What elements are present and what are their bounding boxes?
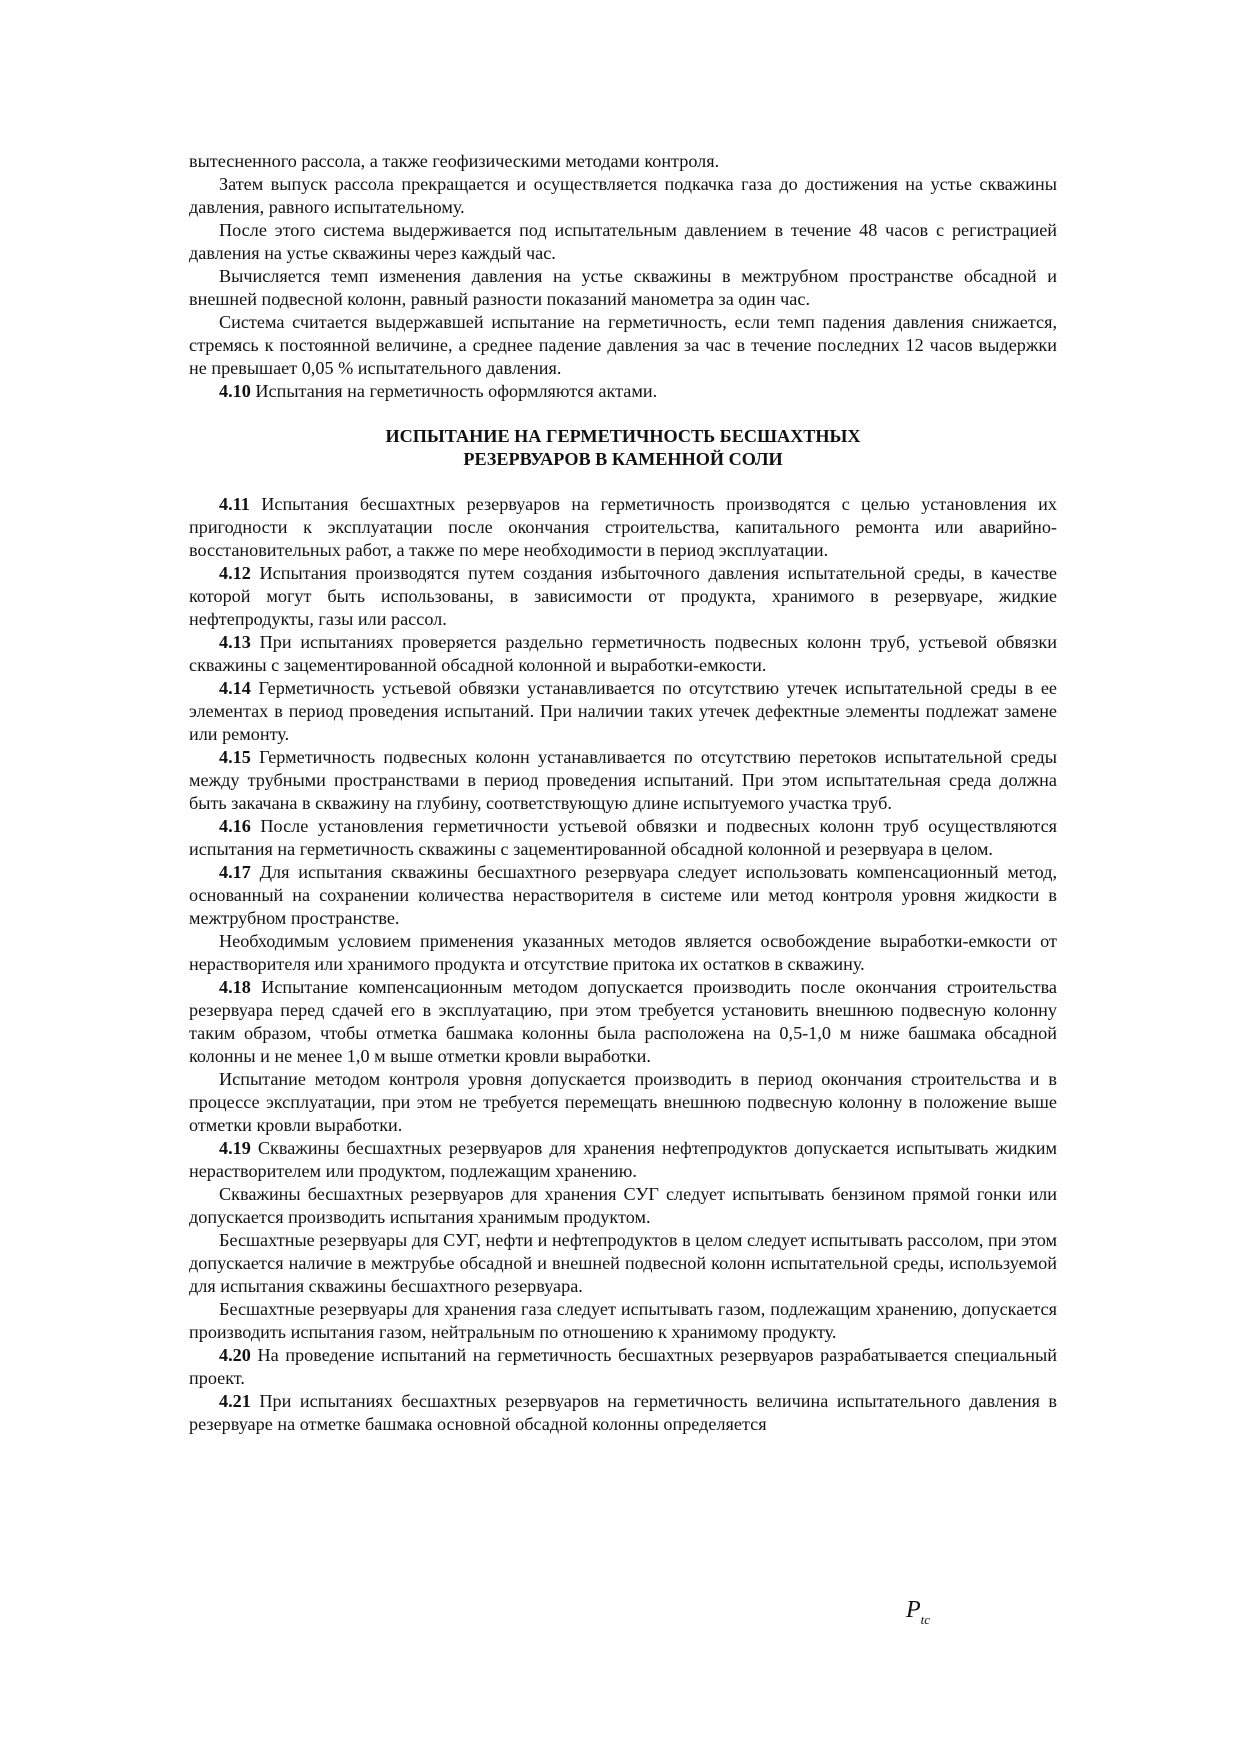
clause-number: 4.14 [219,678,251,698]
paragraph-text: Бесшахтные резервуары для хранения газа следует испытывать газом, подлежащим хранению, допускается производить испытания газом, нейтральным по отношению к хранимому продукту. [189,1299,1057,1342]
paragraph-text: Затем выпуск рассола прекращается и осуществляется подкачка газа до достижения на устье скважины давления, равного испытательному. [189,174,1057,217]
heading-line-1: ИСПЫТАНИЕ НА ГЕРМЕТИЧНОСТЬ БЕСШАХТНЫХ [385,426,861,446]
paragraph [189,1344,1057,1390]
clause-number: 4.13 [219,632,251,652]
heading-line-2: РЕЗЕРВУАРОВ В КАМЕННОЙ СОЛИ [463,449,783,469]
paragraph-text: На проведение испытаний на герметичность бесшахтных резервуаров разрабатывается специальный проект. [189,1345,1057,1388]
paragraph-text: Испытания производятся путем создания избыточного давления испытательной среды, в качестве которой могут быть использованы, в зависимости от продукта, хранимого в резервуаре, жидкие нефтепродукты, газы или рассол. [189,563,1058,629]
paragraph [189,1068,1057,1137]
paragraph [189,311,1057,380]
paragraph [189,1390,1057,1436]
clause-number: 4.11 [219,494,250,514]
clause-number: 4.21 [219,1391,251,1411]
formula-symbol: P [906,1597,921,1623]
paragraph [189,173,1057,219]
paragraph [189,631,1057,677]
paragraph-text: Герметичность устьевой обвязки устанавливается по отсутствию утечек испытательной среды в ее элементах в период проведения испытаний. При наличии таких утечек дефектные элементы подлежат замене или ремонту. [189,678,1057,744]
paragraph-text: Необходимым условием применения указанных методов является освобождение выработки-емкости от нерастворителя или хранимого продукта и отсутствие притока их остатков в скважину. [189,931,1057,974]
clause-number: 4.10 [219,381,251,401]
formula-p-tc [906,1597,930,1628]
paragraph [189,265,1057,311]
paragraph [189,976,1057,1068]
formula-subscript: tc [920,1612,931,1627]
paragraph-text: Система считается выдержавшей испытание на герметичность, если темп падения давления снижается, стремясь к постоянной величине, а среднее падение давления за час в течение последних 12 часов выдержки не превышает 0,05 % испытательного давления. [189,312,1057,378]
paragraph-text: Испытание методом контроля уровня допускается производить в период окончания строительства и в процессе эксплуатации, при этом не требуется перемещать внешнюю подвесную колонну в положение выше отметки кровли выработки. [189,1069,1057,1135]
paragraph-text: После этого система выдерживается под испытательным давлением в течение 48 часов с регистрацией давления на устье скважины через каждый час. [189,220,1057,263]
intro-paragraphs [189,150,1057,403]
paragraph-text: Скважины бесшахтных резервуаров для хранения нефтепродуктов допускается испытывать жидким нерастворителем или продуктом, подлежащим хранению. [189,1138,1058,1181]
clause-number: 4.18 [219,977,251,997]
paragraph [189,562,1057,631]
paragraph [189,1137,1057,1183]
paragraph [189,1183,1057,1229]
section-paragraphs [189,493,1057,1436]
clause-number: 4.12 [219,563,251,583]
paragraph [189,493,1057,562]
section-heading [189,425,1057,471]
paragraph-text: После установления герметичности устьевой обвязки и подвесных колонн труб осуществляются испытания на герметичность скважины с зацементированной обсадной колонной и резервуара в целом. [189,816,1058,859]
paragraph [189,677,1057,746]
clause-number: 4.17 [219,862,251,882]
paragraph [189,380,1057,403]
paragraph-text: Испытание компенсационным методом допускается производить после окончания строительства резервуара перед сдачей его в эксплуатацию, при этом требуется установить внешнюю подвесную колонну таким образом, чтобы отметка башмака колонны была расположена на 0,5-1,0 м ниже башмака обсадной колонны и не менее 1,0 м выше отметки кровли выработки. [189,977,1057,1066]
paragraph-text: Вычисляется темп изменения давления на устье скважины в межтрубном пространстве обсадной и внешней подвесной колонн, равный разности показаний манометра за один час. [189,266,1057,309]
paragraph-text: Бесшахтные резервуары для СУГ, нефти и нефтепродуктов в целом следует испытывать рассолом, при этом допускается наличие в межтрубье обсадной и внешней подвесной колонн испытательной среды, используемой для испытания скважины бесшахтного резервуара. [189,1230,1057,1296]
clause-number: 4.16 [219,816,251,836]
clause-number: 4.19 [219,1138,251,1158]
clause-number: 4.20 [219,1345,251,1365]
paragraph-text: вытесненного рассола, а также геофизическими методами контроля. [189,151,720,171]
paragraph [189,1229,1057,1298]
paragraph [189,746,1057,815]
paragraph [189,930,1057,976]
paragraph-text: Герметичность подвесных колонн устанавливается по отсутствию перетоков испытательной среды между трубными пространствами в период проведения испытаний. При этом испытательная среда должна быть закачана в скважину на глубину, соответствующую длине испытуемого участка труб. [189,747,1057,813]
paragraph-text: Испытания бесшахтных резервуаров на герметичность производятся с целью установления их пригодности к эксплуатации после окончания строительства, капитального ремонта или аварийно-восстановительных работ, а также по мере необходимости в период эксплуатации. [189,494,1058,560]
paragraph [189,219,1057,265]
paragraph-text: При испытаниях бесшахтных резервуаров на герметичность величина испытательного давления в резервуаре на отметке башмака основной обсадной колонны определяется [189,1391,1058,1434]
paragraph [189,150,1057,173]
paragraph-text: Скважины бесшахтных резервуаров для хранения СУГ следует испытывать бензином прямой гонки или допускается производить испытания хранимым продуктом. [189,1184,1057,1227]
paragraph [189,815,1057,861]
clause-number: 4.15 [219,747,251,767]
paragraph-text: При испытаниях проверяется раздельно герметичность подвесных колонн труб, устьевой обвязки скважины с зацементированной обсадной колонной и выработки-емкости. [189,632,1057,675]
paragraph [189,861,1057,930]
paragraph-text: Для испытания скважины бесшахтного резервуара следует использовать компенсационный метод, основанный на сохранении количества нерастворителя в системе или метод контроля уровня жидкости в межтрубном пространстве. [189,862,1058,928]
paragraph-text: Испытания на герметичность оформляются актами. [255,381,658,401]
paragraph [189,1298,1057,1344]
document-page [189,150,1057,1436]
